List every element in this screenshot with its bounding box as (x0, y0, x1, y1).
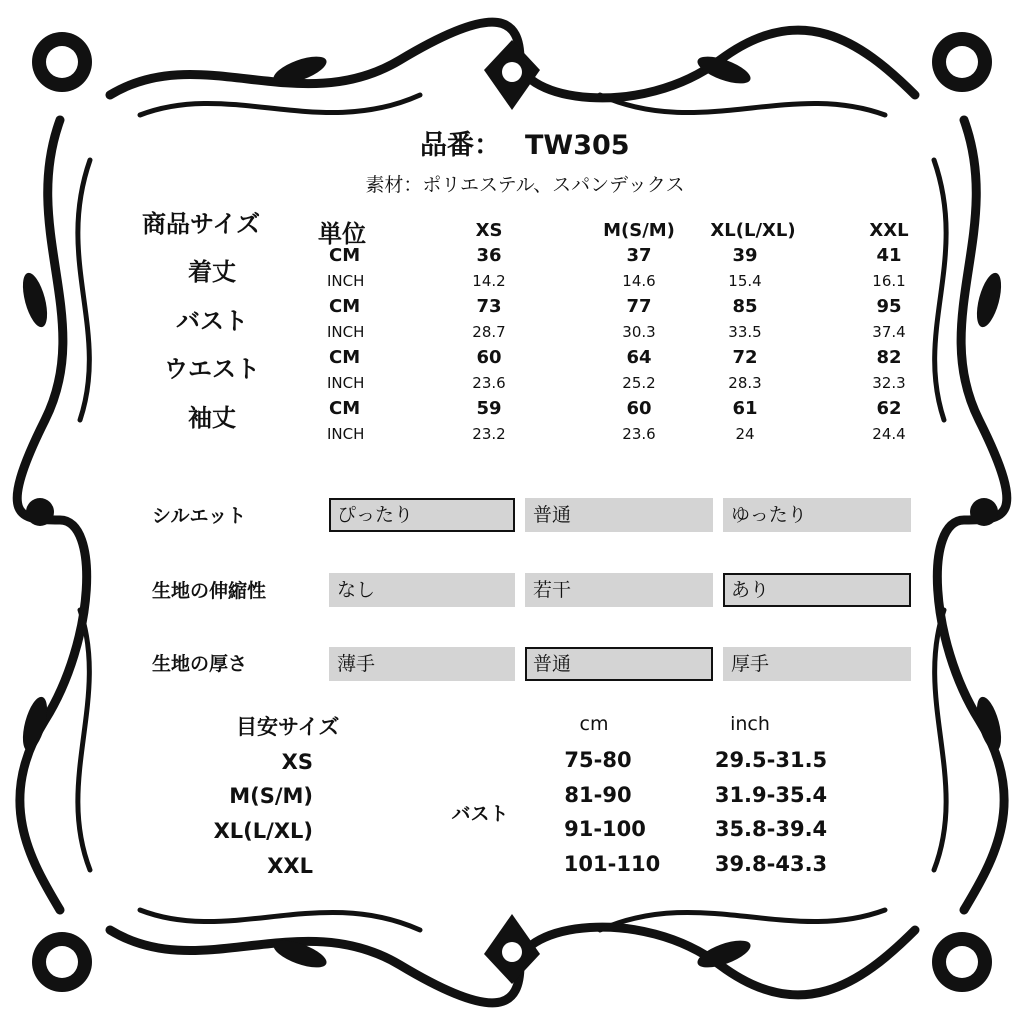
inch-unit-label: INCH (327, 272, 365, 290)
cm-value: 61 (732, 398, 758, 419)
attribute-option-selected: あり (723, 573, 911, 607)
guide-title: 目安サイズ (236, 715, 340, 739)
cm-unit-label: CM (329, 398, 361, 419)
measurement-label: 着丈 (188, 258, 236, 286)
measurement-label: バスト (176, 307, 248, 335)
inch-value: 24 (735, 425, 755, 443)
attribute-option: 厚手 (723, 647, 911, 681)
cm-value: 41 (876, 245, 902, 266)
inch-unit-label: INCH (327, 425, 365, 443)
cm-value: 72 (732, 347, 758, 368)
size-table-corner-label: 商品サイズ (142, 210, 261, 238)
attribute-option: なし (329, 573, 515, 607)
cm-value: 73 (476, 296, 502, 317)
attribute-option-selected: 普通 (525, 647, 713, 681)
guide-inch: 39.8-43.3 (714, 852, 828, 876)
inch-value: 28.3 (728, 374, 762, 392)
guide-cm: 81-90 (564, 783, 632, 807)
attribute-option: 若干 (525, 573, 713, 607)
cm-value: 64 (626, 347, 652, 368)
cm-unit-label: CM (329, 245, 361, 266)
inch-value: 15.4 (728, 272, 762, 290)
attribute-label: 生地の伸縮性 (152, 580, 267, 602)
cm-value: 37 (626, 245, 652, 266)
cm-value: 60 (626, 398, 652, 419)
product-number: TW305 (525, 130, 630, 161)
product-number-label: 品番： (420, 130, 501, 161)
inch-value: 37.4 (872, 323, 906, 341)
inch-value: 28.7 (472, 323, 506, 341)
size-column-header: XS (475, 220, 503, 241)
inch-value: 33.5 (728, 323, 762, 341)
cm-value: 85 (732, 296, 758, 317)
cm-value: 95 (876, 296, 902, 317)
guide-inch-header: inch (730, 713, 770, 735)
attribute-option: ゆったり (723, 498, 911, 532)
inch-value: 14.6 (622, 272, 656, 290)
size-column-header: XXL (869, 220, 909, 241)
inch-unit-label: INCH (327, 323, 365, 341)
cm-value: 36 (476, 245, 502, 266)
cm-value: 77 (626, 296, 652, 317)
cm-value: 82 (876, 347, 902, 368)
unit-column-header: 単位 (318, 220, 366, 248)
inch-value: 23.2 (472, 425, 506, 443)
attribute-option-selected: ぴったり (329, 498, 515, 532)
attribute-label: 生地の厚さ (152, 653, 248, 675)
attribute-label: シルエット (152, 505, 247, 527)
cm-value: 59 (476, 398, 502, 419)
inch-unit-label: INCH (327, 374, 365, 392)
inch-value: 23.6 (622, 425, 656, 443)
guide-inch: 29.5-31.5 (714, 748, 828, 772)
inch-value: 14.2 (472, 272, 506, 290)
guide-cm: 101-110 (563, 852, 661, 876)
guide-measure-label: バスト (451, 803, 509, 825)
measurement-label: ウエスト (164, 355, 260, 383)
cm-unit-label: CM (329, 296, 361, 317)
attribute-option: 普通 (525, 498, 713, 532)
cm-unit-label: CM (329, 347, 361, 368)
guide-size: M(S/M) (229, 784, 313, 808)
guide-size: XS (281, 750, 313, 774)
inch-value: 23.6 (472, 374, 506, 392)
measurement-label: 袖丈 (188, 404, 236, 432)
guide-inch: 31.9-35.4 (714, 783, 828, 807)
attribute-option: 薄手 (329, 647, 515, 681)
inch-value: 24.4 (872, 425, 906, 443)
cm-value: 39 (732, 245, 758, 266)
inch-value: 32.3 (872, 374, 906, 392)
inch-value: 25.2 (622, 374, 656, 392)
guide-cm-header: cm (579, 713, 609, 735)
material-text: 素材：ポリエステル、スパンデックス (365, 174, 685, 196)
guide-inch: 35.8-39.4 (714, 817, 828, 841)
guide-size: XXL (267, 854, 313, 878)
size-column-header: XL(L/XL) (710, 220, 796, 241)
cm-value: 60 (476, 347, 502, 368)
guide-size: XL(L/XL) (213, 819, 313, 843)
guide-cm: 91-100 (564, 817, 646, 841)
guide-cm: 75-80 (564, 748, 632, 772)
inch-value: 30.3 (622, 323, 656, 341)
size-column-header: M(S/M) (603, 220, 675, 241)
inch-value: 16.1 (872, 272, 906, 290)
cm-value: 62 (876, 398, 902, 419)
